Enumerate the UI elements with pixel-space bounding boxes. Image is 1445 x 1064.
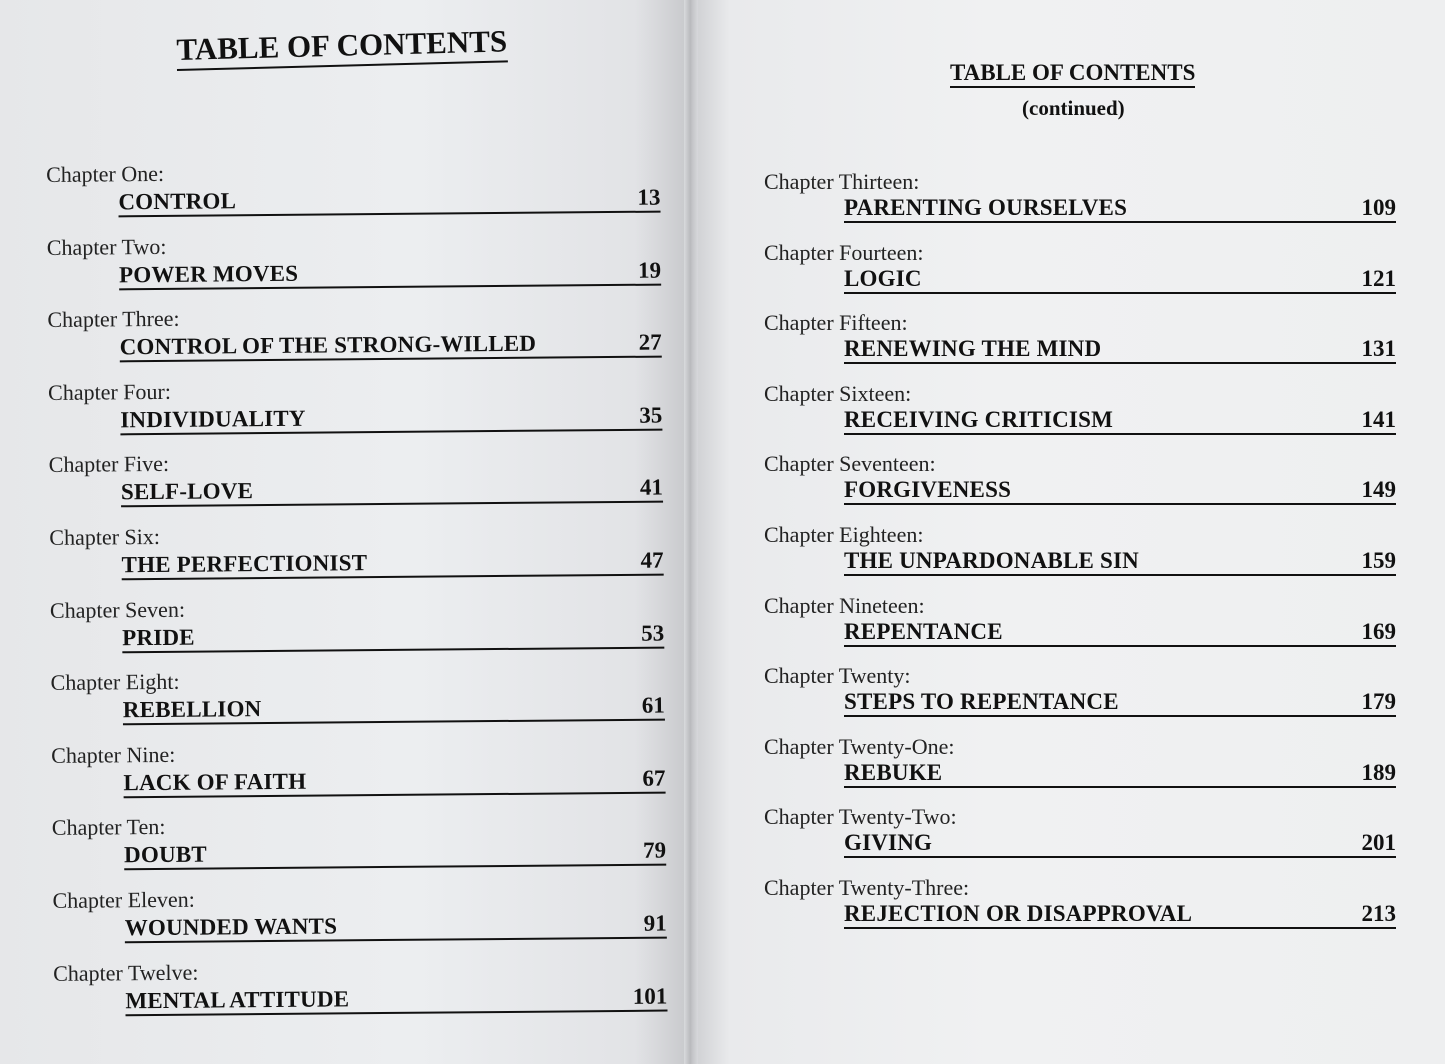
chapter-title: THE PERFECTIONIST bbox=[121, 550, 368, 578]
page-number: 121 bbox=[1361, 265, 1396, 291]
chapter-title: CONTROL bbox=[118, 188, 237, 215]
chapter-label: Chapter Seven: bbox=[49, 596, 186, 623]
chapter-title-row bbox=[124, 834, 666, 871]
chapter-title-row bbox=[844, 685, 1396, 717]
chapter-title: CONTROL OF THE STRONG-WILLED bbox=[119, 330, 537, 360]
page-number: 101 bbox=[632, 983, 668, 1009]
page-number: 91 bbox=[643, 910, 667, 936]
chapter-title-row bbox=[122, 616, 664, 653]
chapter-title-row bbox=[844, 756, 1396, 788]
chapter-title: LOGIC bbox=[844, 265, 922, 291]
left-toc-list bbox=[0, 0, 699, 1064]
chapter-title-row bbox=[123, 689, 665, 726]
chapter-title-row bbox=[118, 181, 660, 218]
page-number: 201 bbox=[1361, 830, 1396, 856]
page-number: 41 bbox=[639, 474, 664, 501]
page-number: 61 bbox=[641, 692, 665, 718]
chapter-title-row bbox=[844, 897, 1396, 929]
page-number: 141 bbox=[1361, 406, 1396, 432]
page-number: 79 bbox=[642, 837, 667, 864]
page-number: 169 bbox=[1361, 618, 1396, 644]
chapter-label: Chapter Eighteen: bbox=[764, 522, 924, 547]
left-page-title: TABLE OF CONTENTS bbox=[176, 23, 508, 71]
chapter-label: Chapter Twenty-Two: bbox=[764, 804, 957, 830]
chapter-title-row bbox=[121, 544, 663, 581]
chapter-title: REPENTANCE bbox=[844, 618, 1003, 644]
page-number: 47 bbox=[640, 547, 664, 573]
chapter-label: Chapter Twenty: bbox=[764, 663, 911, 689]
page-number: 159 bbox=[1361, 548, 1396, 573]
chapter-title: GIVING bbox=[844, 830, 933, 856]
chapter-title: LACK OF FAITH bbox=[123, 768, 307, 796]
page-number: 53 bbox=[641, 620, 665, 646]
chapter-title-row bbox=[844, 544, 1396, 576]
page-number: 189 bbox=[1361, 759, 1396, 785]
chapter-title-row bbox=[119, 253, 661, 290]
chapter-title-row bbox=[123, 761, 665, 798]
chapter-title: REBELLION bbox=[122, 696, 262, 723]
chapter-title-row bbox=[844, 332, 1396, 364]
chapter-title: DOUBT bbox=[124, 841, 208, 868]
chapter-label: Chapter Fourteen: bbox=[764, 239, 924, 265]
chapter-label: Chapter Seventeen: bbox=[764, 451, 936, 477]
chapter-label: Chapter Thirteen: bbox=[764, 169, 920, 194]
chapter-label: Chapter Nine: bbox=[51, 741, 176, 768]
chapter-title: PRIDE bbox=[122, 624, 195, 650]
chapter-title-row bbox=[120, 398, 662, 435]
chapter-title-row bbox=[844, 191, 1396, 223]
page-number: 35 bbox=[639, 402, 663, 428]
chapter-title: POWER MOVES bbox=[118, 260, 299, 287]
chapter-label: Chapter Eight: bbox=[50, 668, 180, 696]
chapter-title: RECEIVING CRITICISM bbox=[844, 406, 1113, 432]
chapter-label: Chapter Sixteen: bbox=[764, 380, 912, 406]
chapter-label: Chapter Nineteen: bbox=[764, 592, 925, 618]
chapter-label: Chapter Four: bbox=[47, 378, 172, 405]
right-page-title: TABLE OF CONTENTS bbox=[950, 60, 1195, 88]
chapter-title: MENTAL ATTITUDE bbox=[125, 985, 350, 1013]
chapter-label: Chapter Six: bbox=[49, 523, 161, 550]
chapter-title: THE UNPARDONABLE SIN bbox=[844, 548, 1139, 573]
chapter-title: FORGIVENESS bbox=[844, 477, 1012, 503]
chapter-label: Chapter Two: bbox=[46, 233, 167, 260]
chapter-title: INDIVIDUALITY bbox=[120, 405, 306, 433]
chapter-label: Chapter Three: bbox=[47, 305, 180, 333]
chapter-title-row bbox=[125, 979, 667, 1016]
page-number: 149 bbox=[1361, 477, 1396, 503]
chapter-title: PARENTING OURSELVES bbox=[844, 195, 1128, 220]
chapter-title-row bbox=[844, 262, 1396, 294]
chapter-title: WOUNDED WANTS bbox=[124, 913, 338, 941]
chapter-title: REJECTION OR DISAPPROVAL bbox=[844, 901, 1193, 926]
chapter-title: SELF-LOVE bbox=[120, 478, 254, 505]
chapter-label: Chapter Eleven: bbox=[52, 886, 195, 913]
page-number: 67 bbox=[642, 765, 666, 791]
page-number: 13 bbox=[637, 184, 661, 210]
chapter-label: Chapter Fifteen: bbox=[764, 310, 908, 336]
chapter-label: Chapter Twenty-Three: bbox=[764, 875, 970, 900]
page-number: 131 bbox=[1361, 336, 1396, 362]
chapter-title-row bbox=[844, 473, 1396, 505]
chapter-label: Chapter Five: bbox=[48, 451, 170, 478]
page-number: 109 bbox=[1361, 195, 1396, 220]
chapter-title-row bbox=[844, 826, 1396, 858]
chapter-label: Chapter One: bbox=[46, 160, 165, 187]
page-number: 179 bbox=[1361, 689, 1396, 715]
chapter-label: Chapter Twelve: bbox=[53, 959, 199, 986]
chapter-title-row bbox=[121, 471, 663, 508]
chapter-title-row bbox=[120, 326, 662, 363]
page-number: 19 bbox=[637, 257, 662, 283]
chapter-label: Chapter Twenty-One: bbox=[764, 733, 955, 759]
chapter-title-row bbox=[844, 615, 1396, 647]
chapter-label: Chapter Ten: bbox=[51, 814, 166, 841]
chapter-title: REBUKE bbox=[844, 759, 943, 785]
page-number: 27 bbox=[638, 329, 662, 355]
page-number: 213 bbox=[1361, 901, 1396, 926]
chapter-title-row bbox=[125, 907, 667, 944]
right-page-subtitle: (continued) bbox=[1022, 96, 1125, 120]
chapter-title: STEPS TO REPENTANCE bbox=[844, 689, 1119, 715]
chapter-title-row bbox=[844, 403, 1396, 435]
chapter-title: RENEWING THE MIND bbox=[844, 336, 1102, 362]
